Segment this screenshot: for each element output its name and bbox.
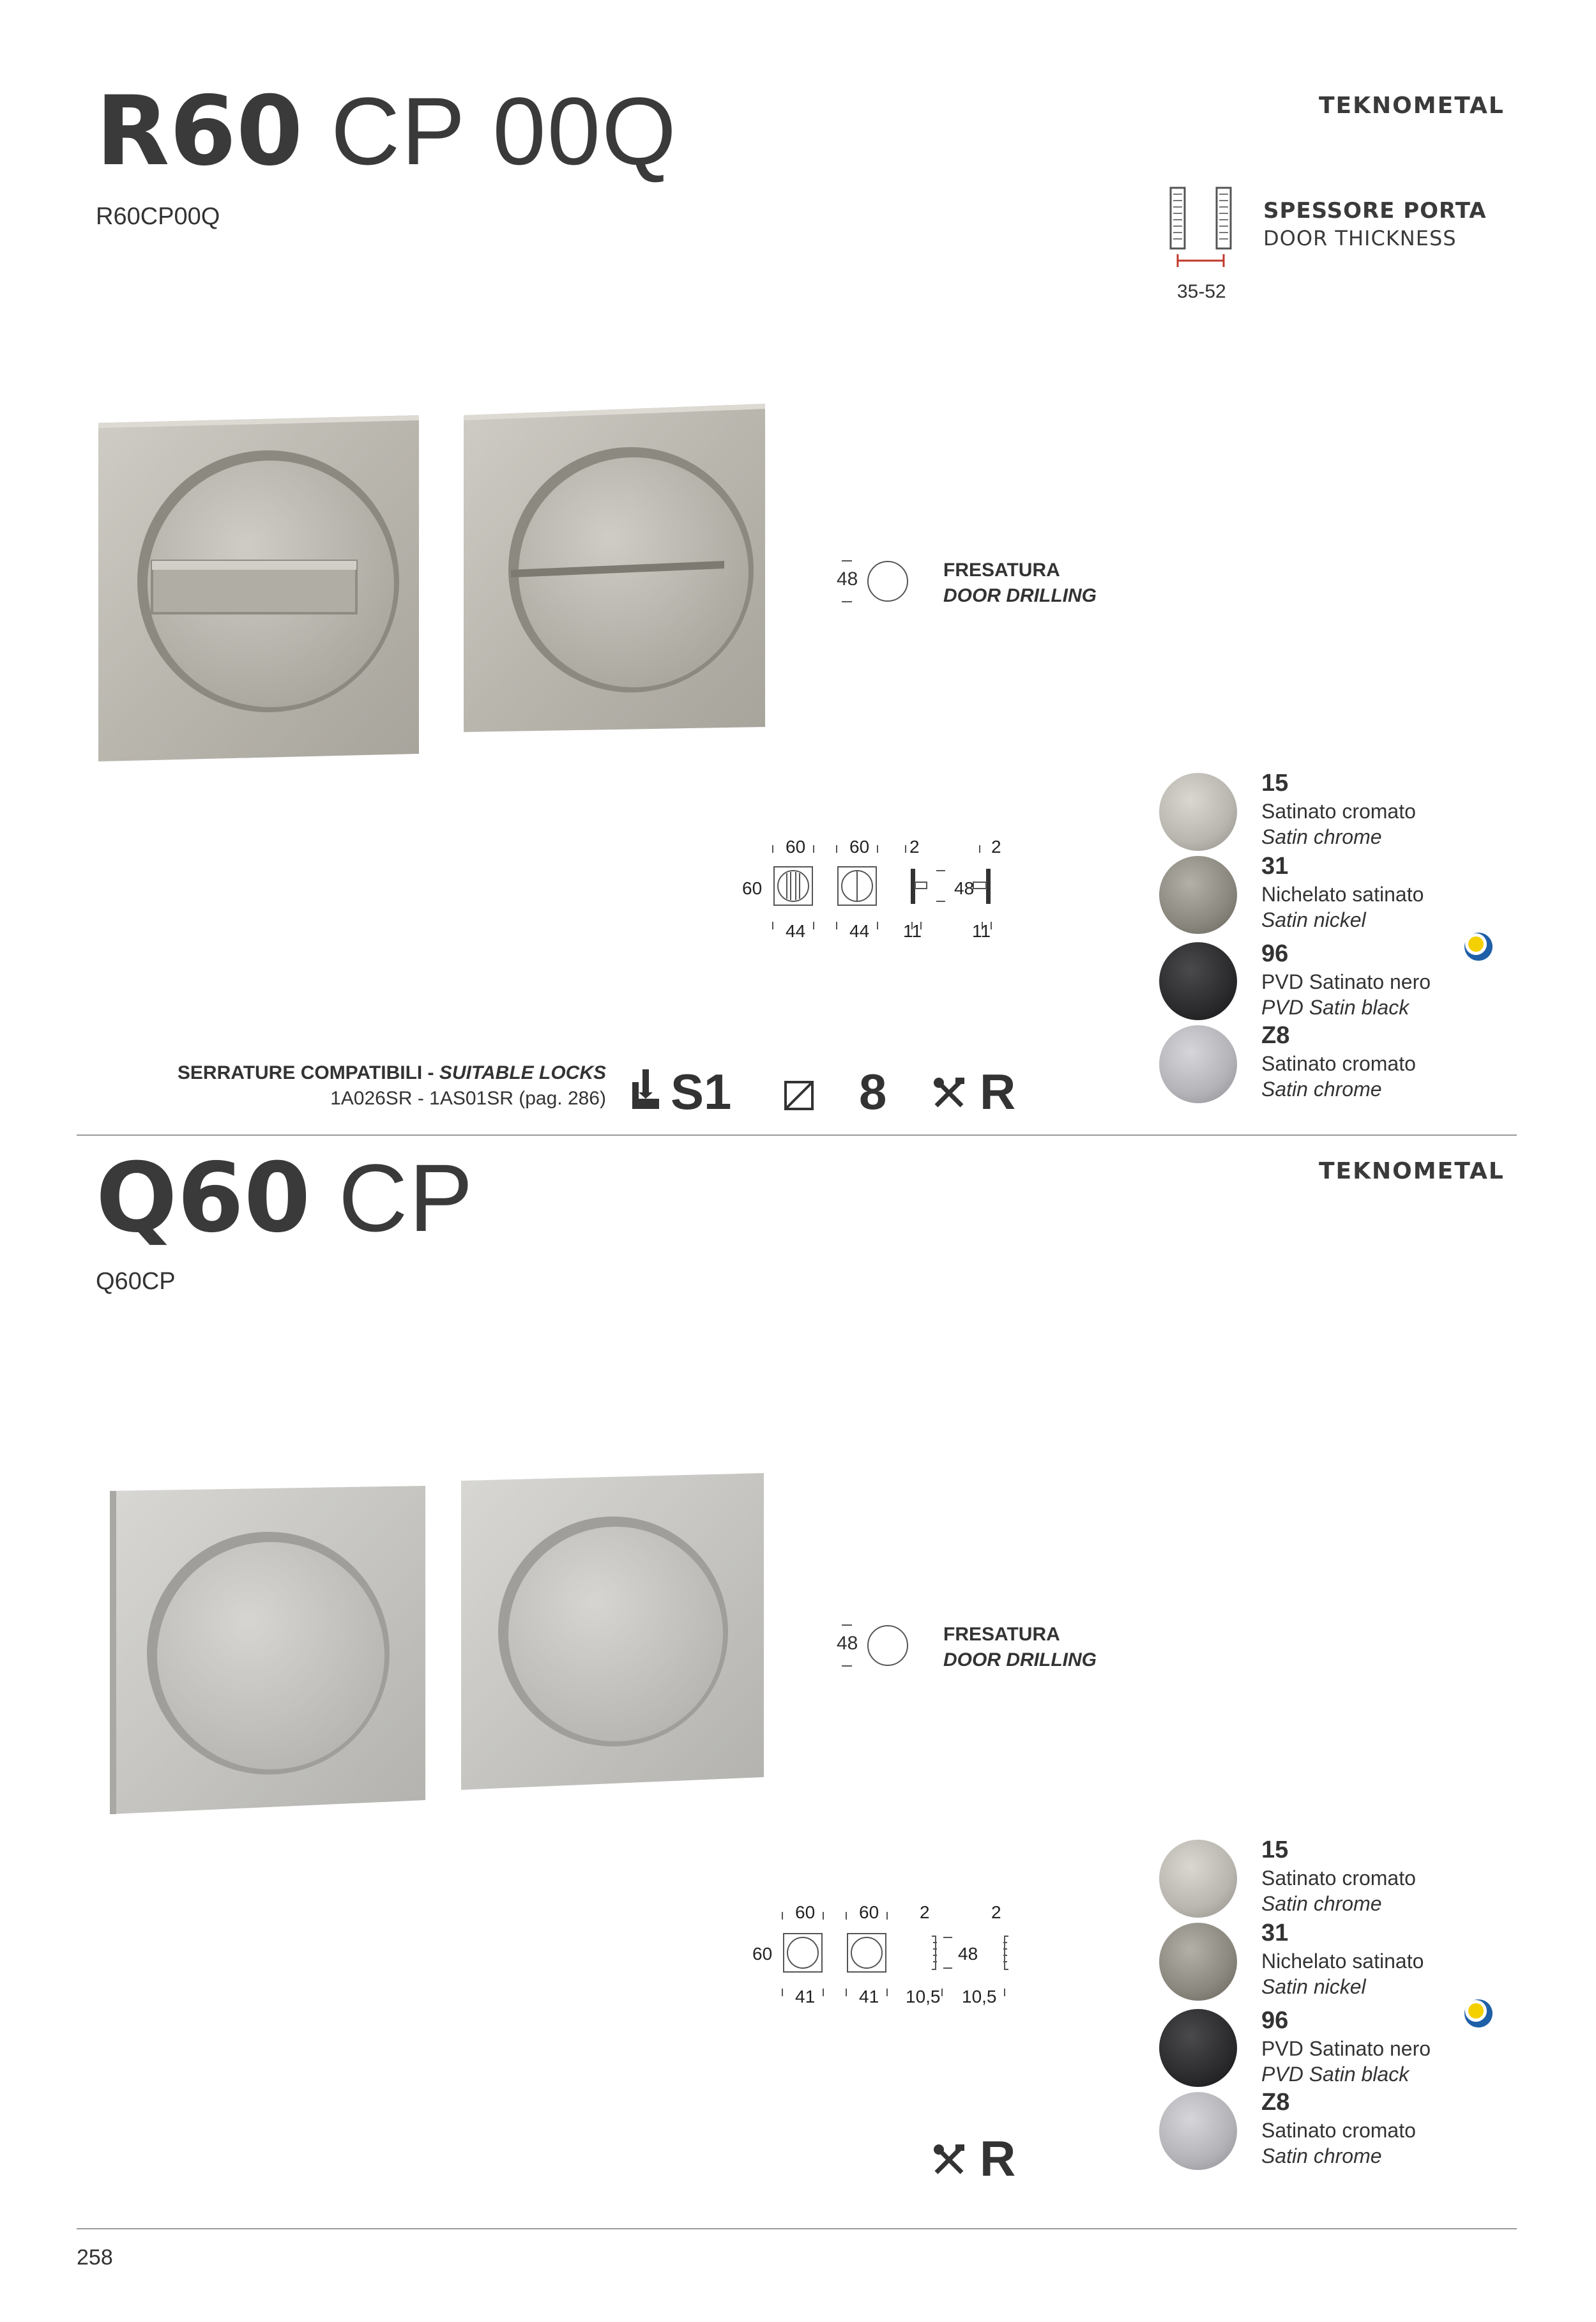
finish-name-en: Satin chrome xyxy=(1261,825,1382,848)
dim-middle: 48 xyxy=(958,1944,978,1964)
pvd-badge-icon xyxy=(1463,1997,1494,2029)
dim-left: 60 xyxy=(752,1944,773,1964)
dim-top-4: 2 xyxy=(991,837,1001,857)
finish-name-it: PVD Satinato nero xyxy=(1261,2037,1431,2060)
tools-icon xyxy=(931,1075,967,1111)
finishes-list xyxy=(1159,763,1542,1108)
product-code: R60CP00Q xyxy=(96,203,220,230)
brand-name: TEKNOMETAL xyxy=(1319,1158,1505,1184)
compatible-locks-label: SERRATURE COMPATIBILI - xyxy=(177,1062,439,1083)
product-code: Q60CP xyxy=(96,1268,176,1295)
dim-top-1: 60 xyxy=(795,1902,816,1922)
compatible-locks-title xyxy=(178,1062,606,1084)
dim-bottom-4: 11 xyxy=(972,921,991,941)
dim-top-1: 60 xyxy=(786,837,806,857)
lock-type-icon xyxy=(630,1067,662,1113)
brand-name: TEKNOMETAL xyxy=(1319,93,1505,119)
dim-top-2: 60 xyxy=(849,837,870,857)
footer-divider xyxy=(77,2228,1517,2229)
square-spindle-size: 8 xyxy=(859,1064,887,1120)
product-title-variant: CP xyxy=(338,1144,475,1251)
finish-swatch xyxy=(1159,2009,1237,2087)
door-thickness-range: 35-52 xyxy=(1177,281,1226,302)
square-spindle-icon xyxy=(783,1080,815,1111)
finish-name-en: Satin nickel xyxy=(1261,1975,1366,1998)
door-thickness-subtitle: DOOR THICKNESS xyxy=(1263,226,1457,250)
finish-name-it: PVD Satinato nero xyxy=(1261,970,1431,993)
product-title xyxy=(96,1143,475,1254)
finishes-list xyxy=(1159,1830,1542,2175)
product-photo xyxy=(89,390,779,773)
finish-name-it: Nichelato satinato xyxy=(1261,883,1424,906)
page-number: 258 xyxy=(77,2245,113,2270)
finish-code: 15 xyxy=(1261,770,1289,797)
dim-top-4: 2 xyxy=(991,1902,1001,1922)
finish-swatch xyxy=(1159,2092,1237,2170)
product-title-variant: CP 00Q xyxy=(330,77,678,185)
finish-code: 96 xyxy=(1261,2007,1289,2034)
dim-bottom-3: 10,5 xyxy=(906,1987,941,2006)
dim-bottom-2: 41 xyxy=(859,1987,879,2006)
dim-bottom-1: 41 xyxy=(795,1987,816,2006)
tools-icon xyxy=(931,2142,967,2178)
finish-swatch xyxy=(1159,1923,1237,2001)
dim-bottom-2: 44 xyxy=(849,921,870,941)
dim-middle: 48 xyxy=(954,878,975,898)
dim-bottom-1: 44 xyxy=(786,921,806,941)
finish-swatch xyxy=(1159,1840,1237,1918)
drilling-value: 48 xyxy=(837,1633,858,1654)
product-title-model: R60 xyxy=(96,76,303,187)
finish-name-en: PVD Satin black xyxy=(1261,2063,1410,2086)
rosette-type: R xyxy=(980,1064,1016,1120)
finish-name-it: Satinato cromato xyxy=(1261,800,1416,823)
dim-top-3: 2 xyxy=(909,837,920,857)
drilling-title: FRESATURA xyxy=(943,560,1060,581)
finish-name-en: Satin chrome xyxy=(1261,2144,1382,2167)
product-title-model: Q60 xyxy=(96,1143,311,1254)
pvd-badge-icon xyxy=(1463,931,1494,963)
finish-code: 96 xyxy=(1261,940,1289,967)
finish-name-en: Satin chrome xyxy=(1261,1892,1382,1915)
product-photo xyxy=(102,1463,779,1821)
drilling-subtitle: DOOR DRILLING xyxy=(943,585,1097,606)
compatible-locks-models: 1A026SR - 1AS01SR (pag. 286) xyxy=(330,1088,606,1109)
dim-bottom-3: 11 xyxy=(903,921,922,941)
drilling-title: FRESATURA xyxy=(943,1624,1060,1645)
finish-swatch xyxy=(1159,773,1237,851)
finish-name-en: Satin nickel xyxy=(1261,908,1366,931)
finish-name-it: Satinato cromato xyxy=(1261,2119,1416,2142)
drilling-subtitle: DOOR DRILLING xyxy=(943,1649,1097,1670)
finish-code: 15 xyxy=(1261,1837,1289,1863)
finish-swatch xyxy=(1159,1025,1237,1103)
finish-name-en: PVD Satin black xyxy=(1261,996,1410,1019)
finish-swatch xyxy=(1159,856,1237,934)
door-thickness-title: SPESSORE PORTA xyxy=(1263,198,1487,224)
finish-name-it: Satinato cromato xyxy=(1261,1052,1416,1075)
door-thickness-icon xyxy=(1166,185,1236,275)
finish-swatch xyxy=(1159,942,1237,1020)
finish-code: Z8 xyxy=(1261,2089,1290,2116)
compatible-locks-label-en: SUITABLE LOCKS xyxy=(439,1062,606,1083)
drilling-value: 48 xyxy=(837,569,858,590)
rosette-type: R xyxy=(980,2130,1016,2187)
product-title xyxy=(96,76,678,187)
dim-bottom-4: 10,5 xyxy=(962,1987,997,2006)
dim-top-3: 2 xyxy=(920,1902,930,1922)
finish-code: 31 xyxy=(1261,1920,1289,1946)
dim-left: 60 xyxy=(742,878,763,898)
finish-name-it: Nichelato satinato xyxy=(1261,1950,1424,1973)
dim-top-2: 60 xyxy=(859,1902,879,1922)
finish-code: Z8 xyxy=(1261,1022,1290,1049)
finish-name-it: Satinato cromato xyxy=(1261,1867,1416,1890)
finish-code: 31 xyxy=(1261,853,1289,880)
finish-name-en: Satin chrome xyxy=(1261,1078,1382,1101)
section-divider xyxy=(77,1134,1517,1136)
lock-type-label: S1 xyxy=(671,1064,732,1120)
